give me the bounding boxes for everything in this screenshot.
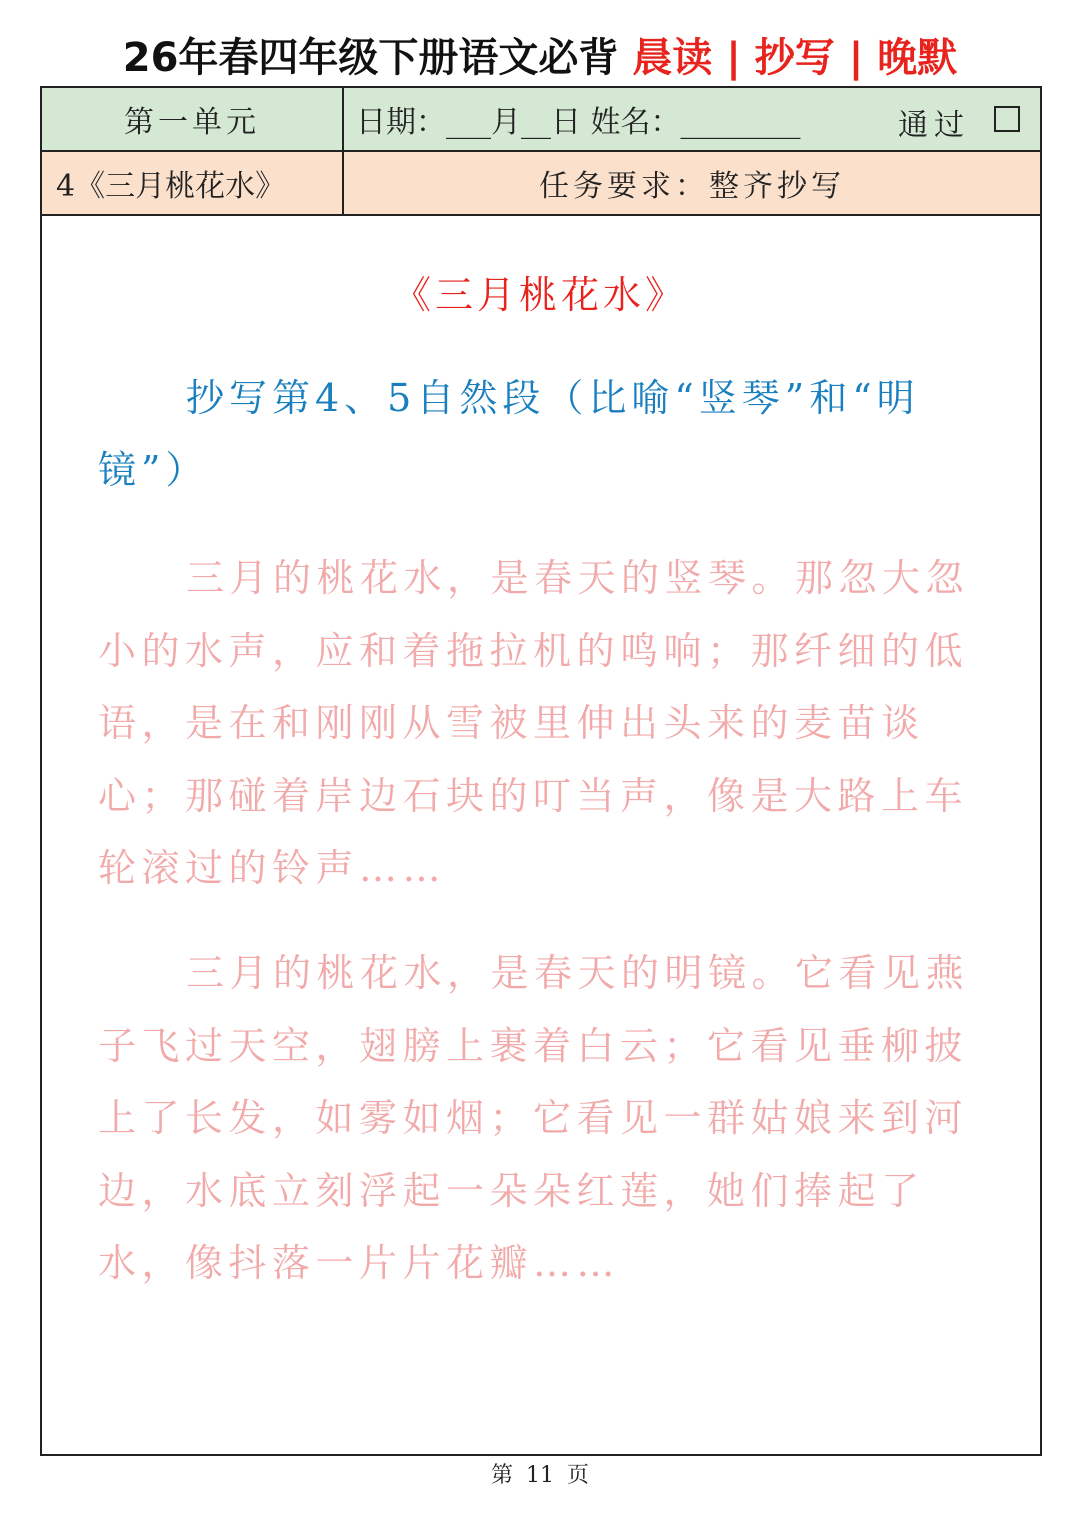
task-cell: 任务要求：整齐抄写	[539, 169, 845, 204]
lesson-cell: 4《三月桃花水》	[42, 152, 344, 214]
page-header-title	[0, 28, 1080, 88]
date-name-line: 日期：___月__日 姓名：________	[356, 105, 801, 140]
paragraph-2: 三月的桃花水，是春天的明镜。它看见燕子飞过天空，翅膀上裹着白云；它看见垂柳披上了长发，如雾如烟；它看见一群姑娘来到河边，水底立刻浮起一朵朵红莲，她们捧起了水，像抖落一片片花瓣……	[98, 951, 970, 1285]
paragraph-1: 三月的桃花水，是春天的竖琴。那忽大忽小的水声，应和着拖拉机的鸣响；那纤细的低语，是在和刚刚从雪被里伸出头来的麦苗谈心；那碰着岸边石块的叮当声，像是大路上车轮滚过的铃声……	[98, 556, 970, 890]
info-row-lesson	[42, 152, 1040, 214]
unit-cell: 第一单元	[42, 88, 344, 150]
info-row-unit	[42, 88, 1040, 152]
copy-instruction: 抄写第4、5自然段（比喻“竖琴”和“明镜”）	[98, 376, 920, 492]
header-title-main: 26年春四年级下册语文必背	[122, 35, 633, 81]
pass-checkbox[interactable]	[994, 106, 1020, 132]
poem-title: 《三月桃花水》	[392, 273, 687, 317]
date-name-cell	[344, 88, 1040, 150]
pass-label: 通过	[898, 108, 970, 143]
page-number: 第 11 页	[491, 1463, 589, 1488]
info-table	[40, 86, 1042, 216]
header-title-highlight: 晨读 | 抄写 | 晚默	[632, 35, 958, 81]
